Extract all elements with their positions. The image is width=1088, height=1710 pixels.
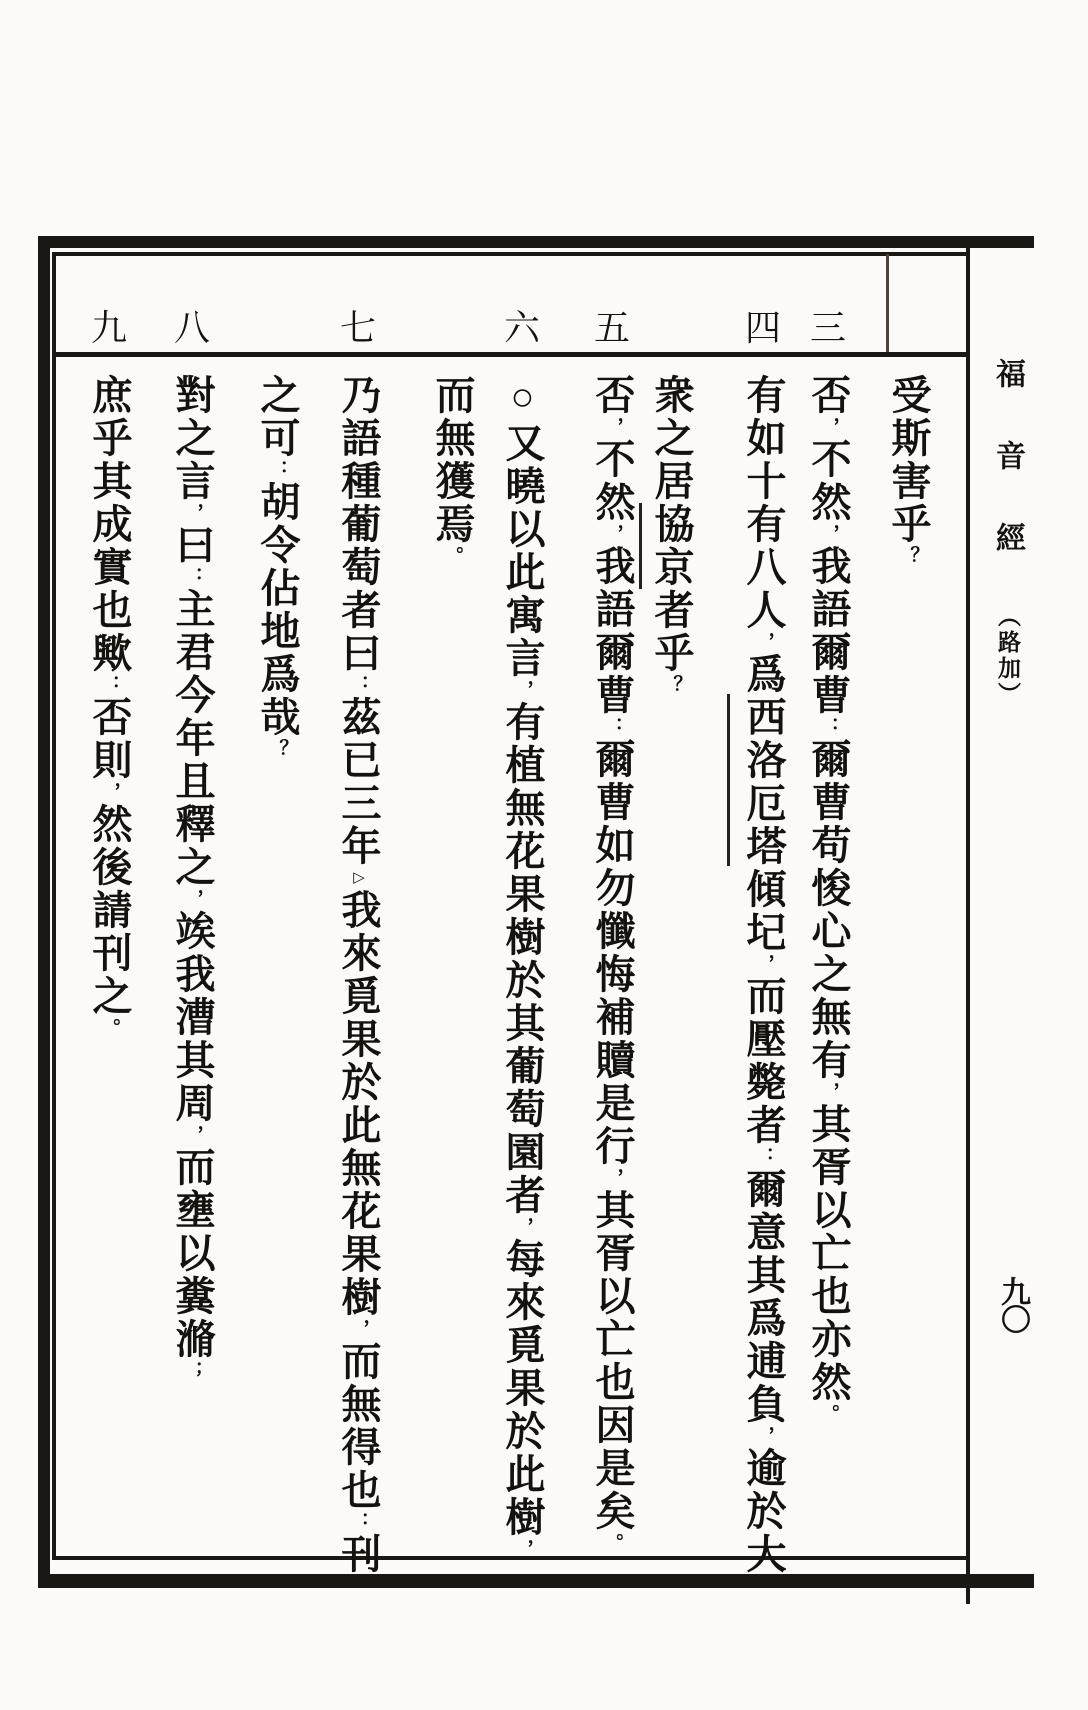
text-column-verse-9: 庶乎其成實也歟：否則，然後請刊之。 xyxy=(87,374,132,1039)
verse-number-8: 八 xyxy=(173,308,210,348)
verse-number-5: 五 xyxy=(593,308,630,348)
proper-noun-mark-jerusalem xyxy=(639,503,642,589)
margin-title-main: 福音經 xyxy=(991,358,1024,604)
text-column-verse-2-end: 受斯害乎？ xyxy=(886,374,931,567)
text-column-verse-4-line-1: 有如十有八人，爲西洛厄塔傾圮，而壓斃者：爾意其爲逋負，逾於大 xyxy=(741,374,786,1576)
text-column-verse-3: 否，不然，我語爾曹：爾曹苟悛心之無有，其胥以亡也亦然。 xyxy=(806,374,851,1425)
text-column-verse-6-line-1: ○又曉以此寓言，有植無花果樹於其葡萄園者，每來覓果於此樹， xyxy=(500,374,545,1560)
text-column-verse-7-line-1: 乃語種葡萄者曰：茲已三年▷我來覓果於此無花果樹，而無得也：刊 xyxy=(336,374,381,1576)
inner-right-rule-fragment xyxy=(886,254,889,354)
margin-book-title xyxy=(985,358,1029,708)
page-number: 九〇 xyxy=(996,1276,1029,1332)
proper-noun-mark-siloam xyxy=(727,694,730,866)
margin-title-volume: （路加） xyxy=(995,604,1020,708)
verse-number-9: 九 xyxy=(90,308,127,348)
margin-column-rule xyxy=(966,240,970,1604)
text-column-verse-6-line-2: 而無獲焉。 xyxy=(430,374,475,567)
text-column-verse-5: 否，不然，我語爾曹：爾曹如勿懺悔補贖是行，其胥以亡也因是矣。 xyxy=(590,374,635,1554)
verse-number-4: 四 xyxy=(744,308,781,348)
text-column-verse-8: 對之言，曰：主君今年且釋之，竢我漕其周，而壅以糞滫； xyxy=(170,374,215,1382)
frame-bottom-outer-rule xyxy=(38,1574,1034,1588)
text-column-verse-7-line-2: 之可：胡令佔地爲哉？ xyxy=(255,374,300,760)
frame-top-outer-rule xyxy=(38,236,1034,248)
verse-number-6: 六 xyxy=(503,308,540,348)
verse-number-3: 三 xyxy=(809,308,846,348)
frame-left-inner-rule xyxy=(52,252,56,1560)
header-separator-rule xyxy=(56,352,966,357)
verse-number-7: 七 xyxy=(339,308,376,348)
text-column-verse-4-line-2: 衆之居協京者乎？ xyxy=(649,374,694,696)
frame-left-outer-rule xyxy=(38,236,50,1588)
frame-top-inner-rule xyxy=(52,252,966,256)
